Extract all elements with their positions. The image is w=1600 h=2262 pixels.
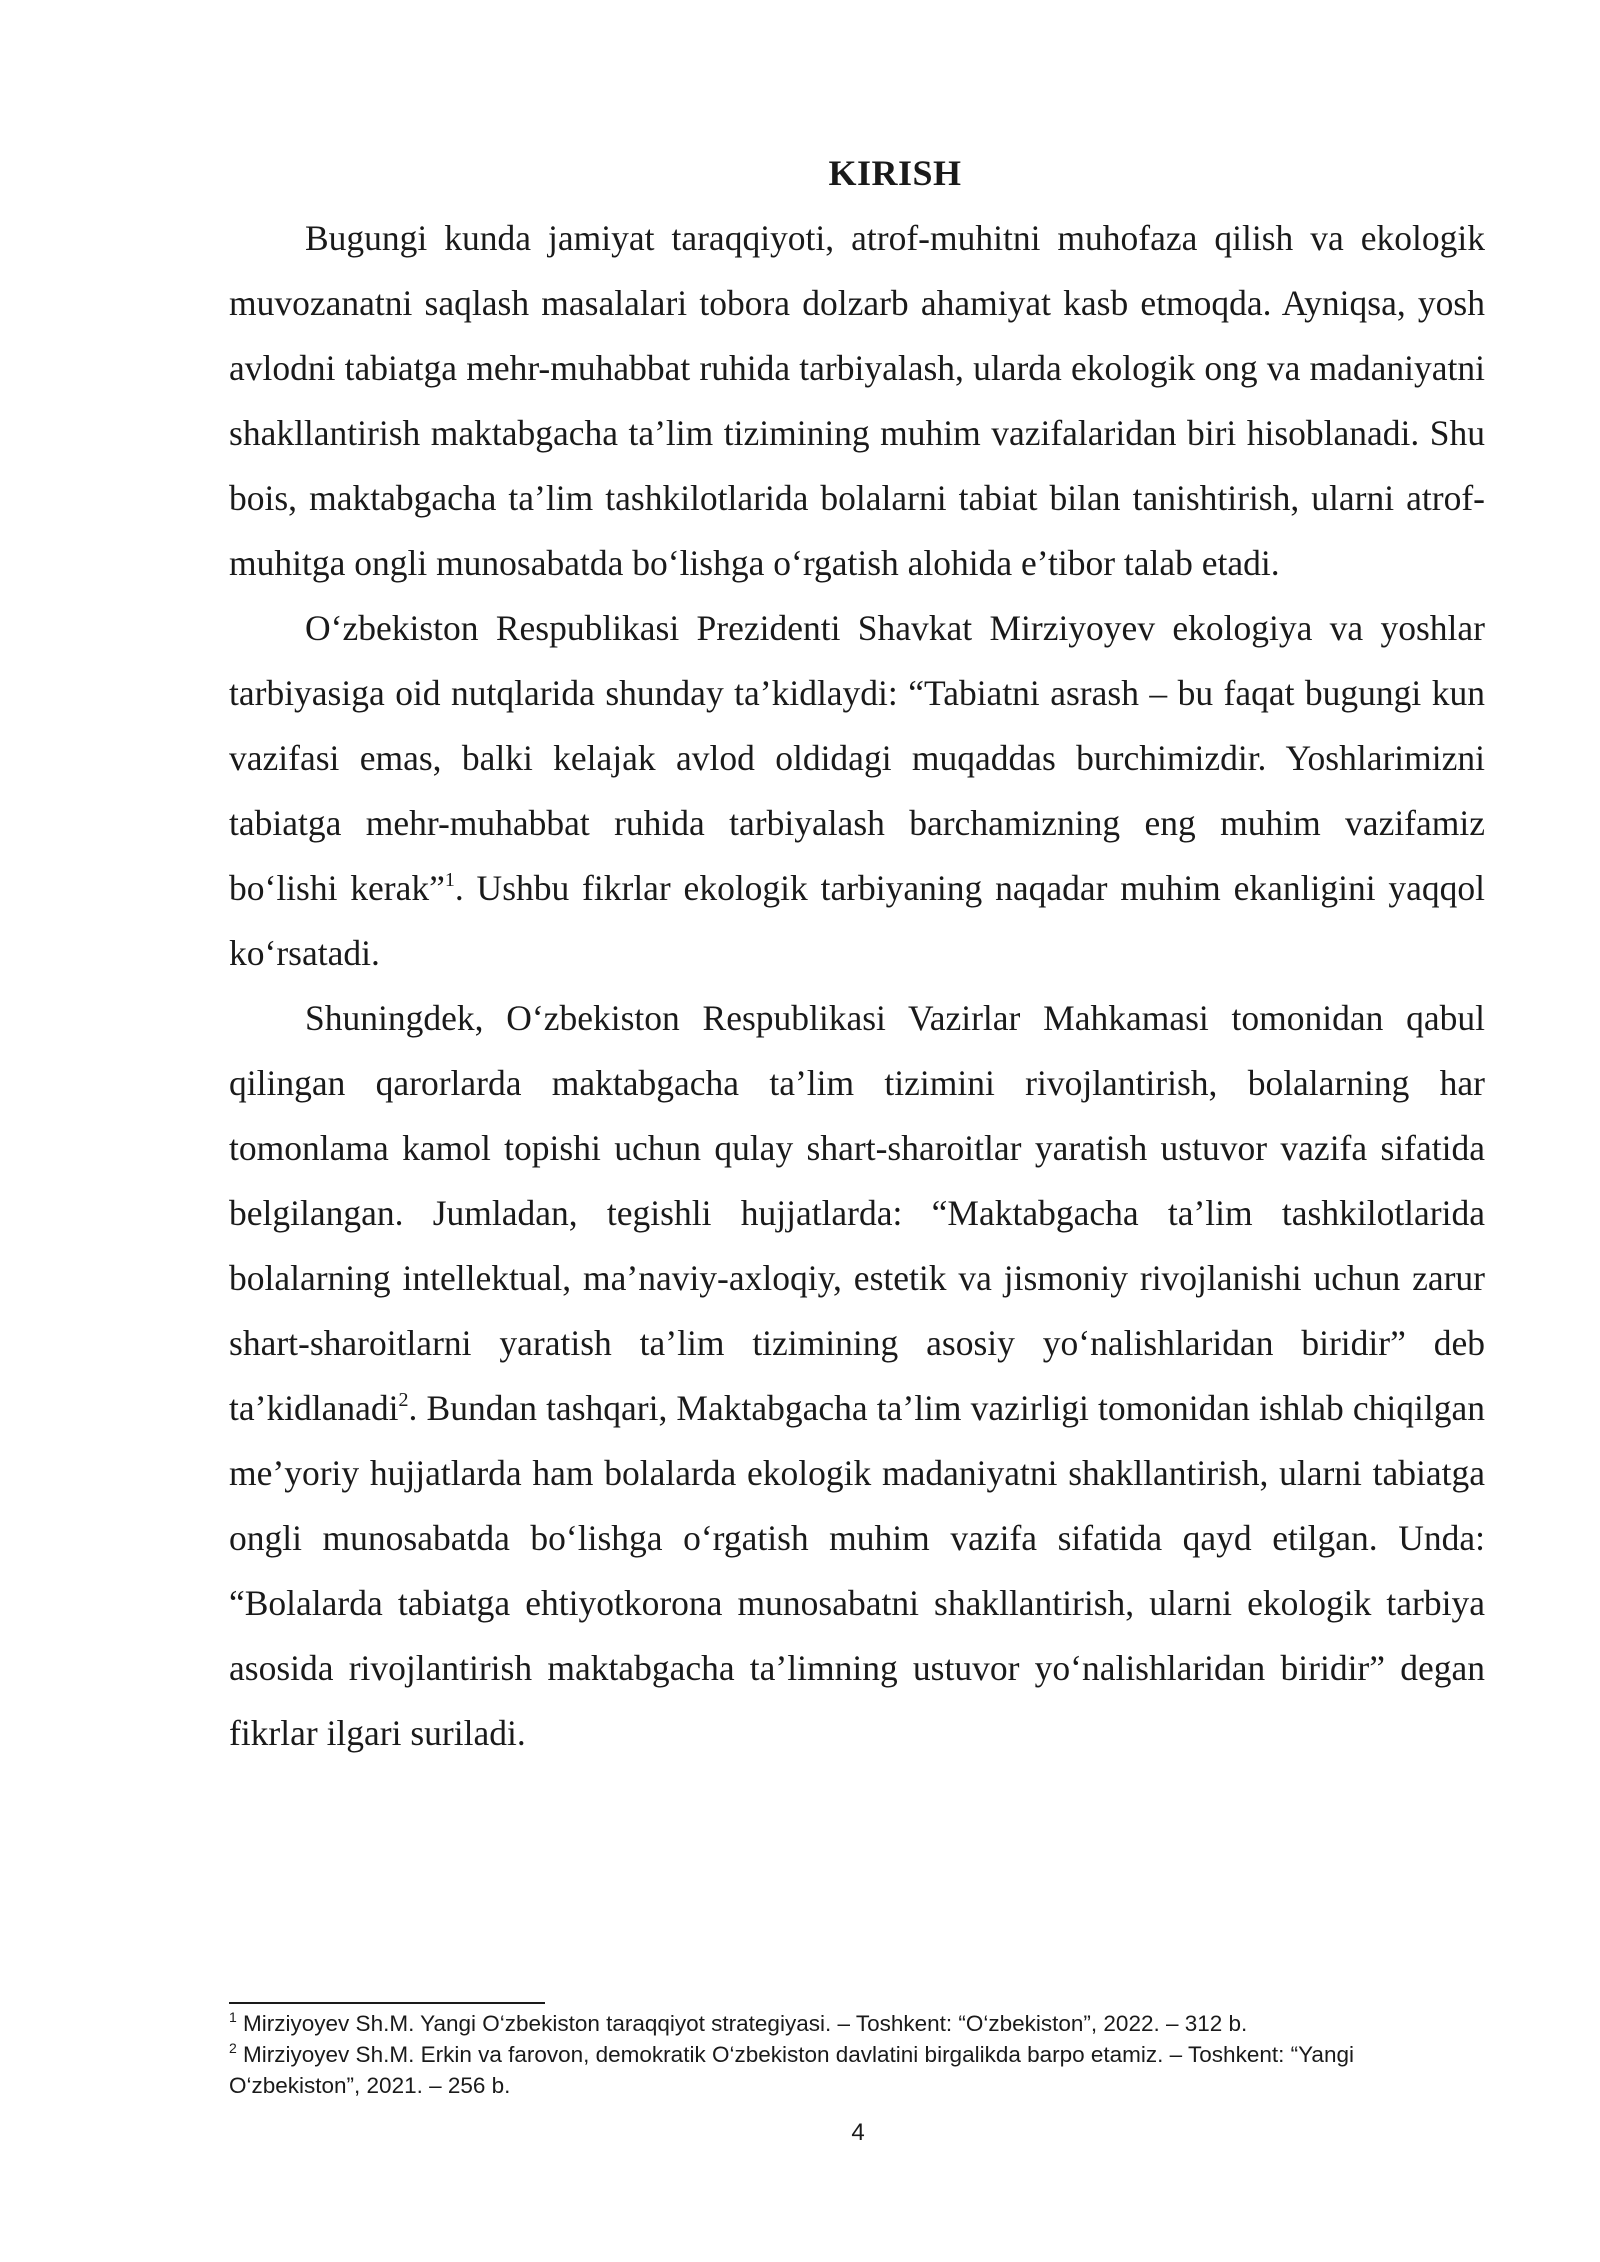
footnote-number: 1 — [229, 2009, 237, 2025]
footnotes — [229, 2008, 1485, 2101]
footnote-item — [229, 2008, 1485, 2039]
footnote-text: Mirziyoyev Sh.M. Erkin va farovon, demokratik O‘zbekiston davlatini birgalikda barpo etamiz. – Toshkent: “Yangi O‘zbekiston”, 2021. – 256 b. — [229, 2042, 1354, 2098]
paragraph-text: O‘zbekiston Respublikasi Prezidenti Shavkat Mirziyoyev ekologiya va yoshlar tarbiyasiga oid nutqlarida shunday ta’kidlaydi: “Tabiatni asrash – bu faqat bugungi kun vazifasi emas, balki kelajak avlod oldidagi muqaddas burchimizdir. Yoshlarimizni tabiatga mehr-muhabbat ruhida tarbiyalash barchamizning eng muhim vazifamiz bo‘lishi kerak” — [229, 608, 1485, 908]
footnote-separator — [229, 2002, 545, 2004]
page-number: 4 — [851, 2119, 865, 2146]
footnote-text: Mirziyoyev Sh.M. Yangi O‘zbekiston taraqqiyot strategiyasi. – Toshkent: “O‘zbekiston”, 2022. – 312 b. — [236, 2011, 1248, 2036]
paragraph-ministry — [229, 986, 1485, 1766]
paragraph-intro — [229, 206, 1485, 596]
footnote-number: 2 — [229, 2040, 237, 2056]
paragraph-president-quote — [229, 596, 1485, 986]
paragraph-text: Shuningdek, O‘zbekiston Respublikasi Vazirlar Mahkamasi tomonidan qabul qilingan qarorlarda maktabgacha ta’lim tizimini rivojlantirish, bolalarning har tomonlama kamol topishi uchun qulay shart-sharoitlar yaratish ustuvor vazifa sifatida belgilangan. Jumladan, tegishli hujjatlarda: “Maktabgacha ta’lim tashkilotlarida bolalarning intellektual, ma’naviy-axloqiy, estetik va jismoniy rivojlanishi uchun zarur shart-sharoitlarni yaratish ta’lim tizimining asosiy yo‘nalishlaridan biridir” deb ta’kidlanadi — [229, 998, 1485, 1428]
paragraph-text: . Ushbu fikrlar ekologik tarbiyaning naqadar muhim ekanligini yaqqol ko‘rsatadi. — [229, 868, 1485, 973]
footnote-reference: 2 — [398, 1389, 409, 1411]
body-text — [229, 206, 1485, 1766]
section-heading: KIRISH — [828, 153, 962, 193]
footnote-reference: 1 — [444, 869, 455, 891]
footnote-item — [229, 2039, 1485, 2101]
paragraph-text: . Bundan tashqari, Maktabgacha ta’lim vazirligi tomonidan ishlab chiqilgan me’yoriy hujjatlarda ham bolalarda ekologik madaniyatni shakllantirish, ularni tabiatga ongli munosabatda bo‘lishga o‘rgatish muhim vazifa sifatida qayd etilgan. Unda: “Bolalarda tabiatga ehtiyotkorona munosabatni shakllantirish, ularni ekologik tarbiya asosida rivojlantirish maktabgacha ta’limning ustuvor yo‘nalishlaridan biridir” degan fikrlar ilgari suriladi. — [229, 1388, 1485, 1753]
paragraph-text: Bugungi kunda jamiyat taraqqiyoti, atrof-muhitni muhofaza qilish va ekologik muvozanatni saqlash masalalari tobora dolzarb ahamiyat kasb etmoqda. Ayniqsa, yosh avlodni tabiatga mehr-muhabbat ruhida tarbiyalash, ularda ekologik ong va madaniyatni shakllantirish maktabgacha ta’lim tizimining muhim vazifalaridan biri hisoblanadi. Shu bois, maktabgacha ta’lim tashkilotlarida bolalarni tabiat bilan tanishtirish, ularni atrof-muhitga ongli munosabatda bo‘lishga o‘rgatish alohida e’tibor talab etadi. — [229, 218, 1485, 583]
